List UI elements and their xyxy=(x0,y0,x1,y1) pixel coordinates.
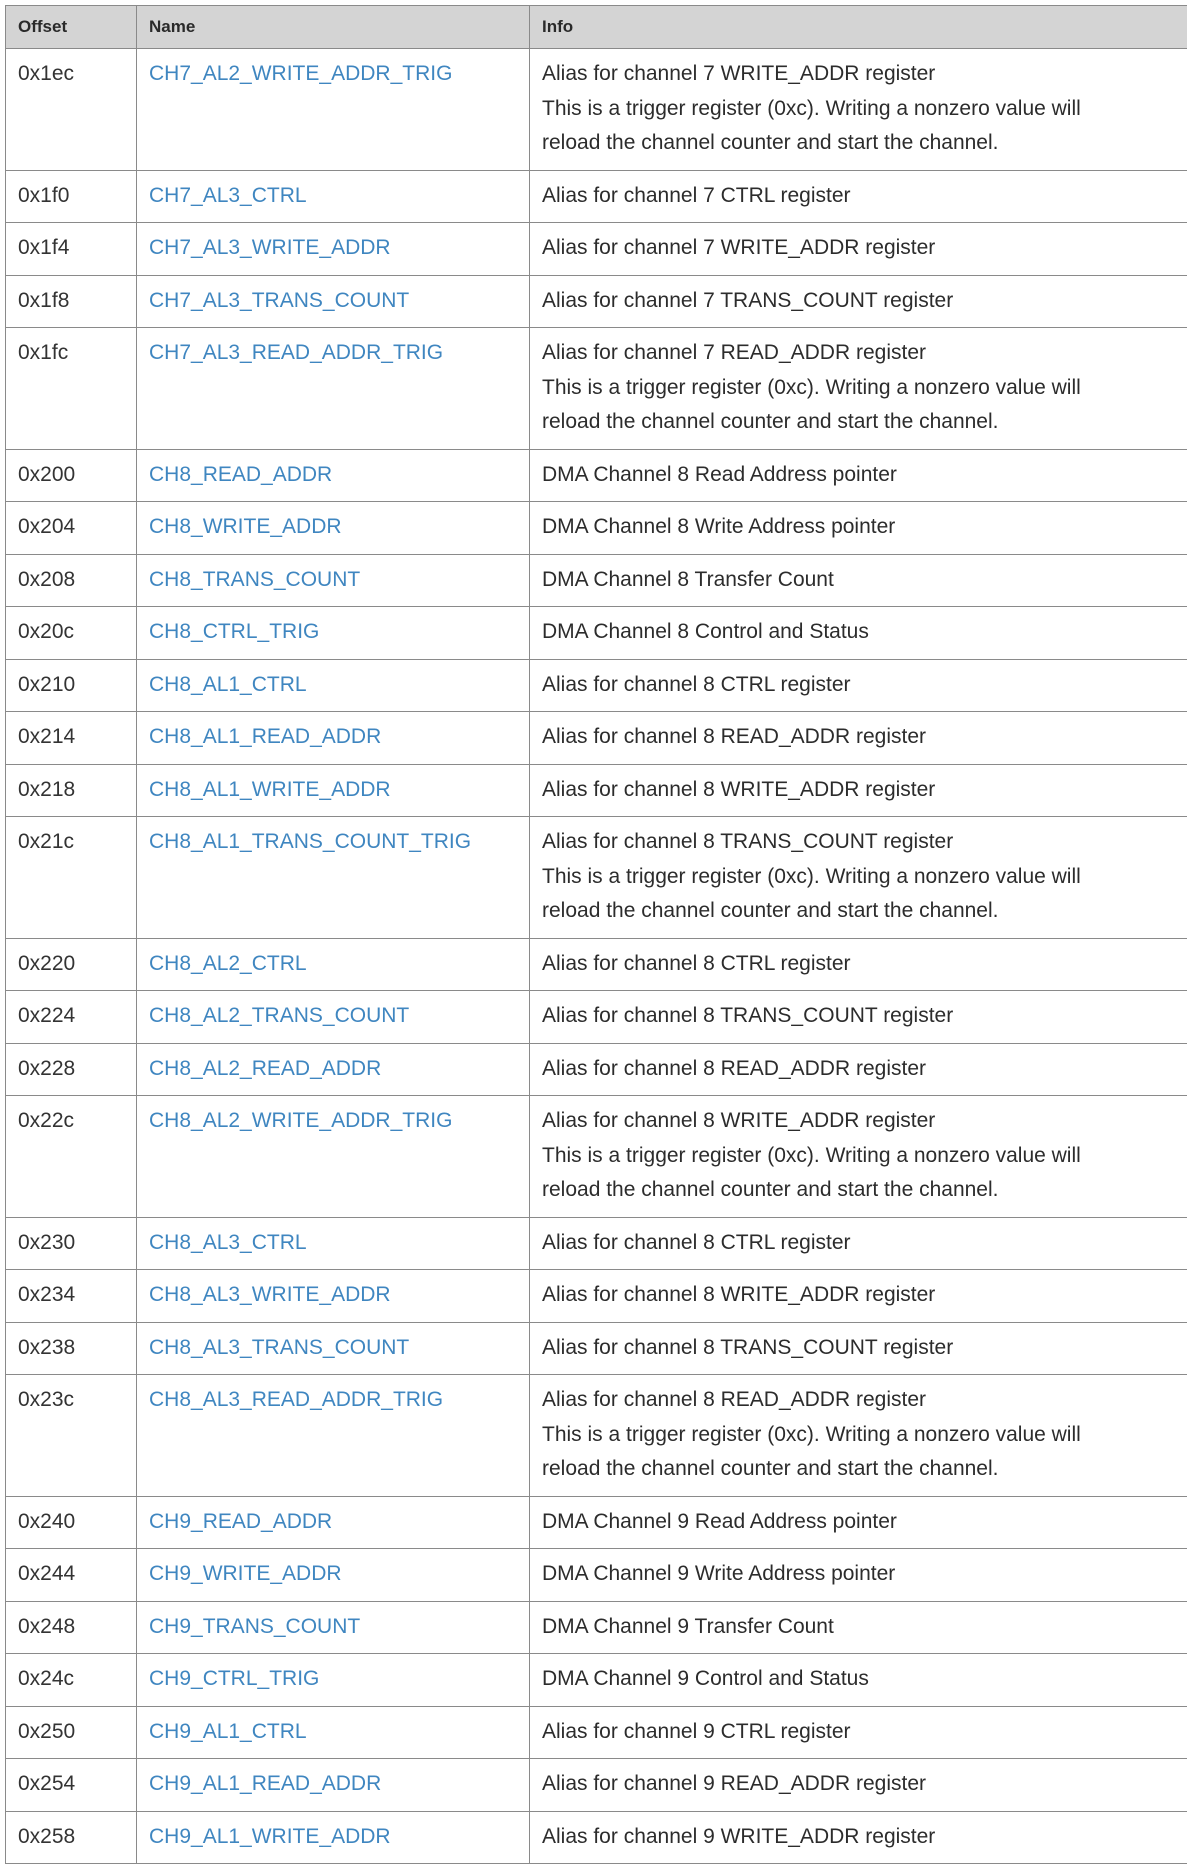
info-line: This is a trigger register (0xc). Writing a nonzero value will xyxy=(542,1418,1175,1453)
info-line: Alias for channel 9 CTRL register xyxy=(542,1715,1175,1750)
register-name-link[interactable]: CH9_AL1_READ_ADDR xyxy=(149,1772,381,1795)
name-cell xyxy=(137,1043,530,1096)
table-row xyxy=(6,1096,1187,1218)
register-name-link[interactable]: CH7_AL3_CTRL xyxy=(149,184,307,207)
info-cell xyxy=(530,1496,1187,1549)
register-name-link[interactable]: CH9_CTRL_TRIG xyxy=(149,1667,319,1690)
register-name-link[interactable]: CH9_READ_ADDR xyxy=(149,1510,332,1533)
info-cell xyxy=(530,607,1187,660)
offset-cell: 0x200 xyxy=(6,449,137,502)
name-cell xyxy=(137,1654,530,1707)
info-cell xyxy=(530,502,1187,555)
info-cell xyxy=(530,1601,1187,1654)
name-cell xyxy=(137,502,530,555)
info-line: Alias for channel 7 TRANS_COUNT register xyxy=(542,284,1175,319)
info-line: DMA Channel 9 Control and Status xyxy=(542,1662,1175,1697)
name-cell xyxy=(137,607,530,660)
register-name-link[interactable]: CH8_AL1_CTRL xyxy=(149,673,307,696)
register-name-link[interactable]: CH8_AL2_TRANS_COUNT xyxy=(149,1004,409,1027)
register-name-link[interactable]: CH8_AL3_READ_ADDR_TRIG xyxy=(149,1388,443,1411)
info-cell xyxy=(530,1759,1187,1812)
info-line: Alias for channel 8 CTRL register xyxy=(542,1226,1175,1261)
register-name-link[interactable]: CH7_AL2_WRITE_ADDR_TRIG xyxy=(149,62,452,85)
info-cell xyxy=(530,1654,1187,1707)
register-name-link[interactable]: CH8_AL1_WRITE_ADDR xyxy=(149,778,391,801)
offset-cell: 0x228 xyxy=(6,1043,137,1096)
register-name-link[interactable]: CH8_READ_ADDR xyxy=(149,463,332,486)
info-line: reload the channel counter and start the channel. xyxy=(542,1173,1175,1208)
info-line: reload the channel counter and start the channel. xyxy=(542,126,1175,161)
register-name-link[interactable]: CH8_AL3_WRITE_ADDR xyxy=(149,1283,391,1306)
register-name-link[interactable]: CH9_AL1_WRITE_ADDR xyxy=(149,1825,391,1848)
name-cell xyxy=(137,1217,530,1270)
offset-cell: 0x218 xyxy=(6,764,137,817)
offset-cell: 0x258 xyxy=(6,1811,137,1864)
info-line: DMA Channel 8 Transfer Count xyxy=(542,563,1175,598)
table-row xyxy=(6,991,1187,1044)
info-line: Alias for channel 8 WRITE_ADDR register xyxy=(542,1104,1175,1139)
info-cell xyxy=(530,938,1187,991)
offset-cell: 0x1f0 xyxy=(6,170,137,223)
table-row xyxy=(6,223,1187,276)
register-name-link[interactable]: CH8_AL3_TRANS_COUNT xyxy=(149,1336,409,1359)
register-name-link[interactable]: CH8_TRANS_COUNT xyxy=(149,568,360,591)
table-row xyxy=(6,712,1187,765)
offset-cell: 0x254 xyxy=(6,1759,137,1812)
info-line: Alias for channel 7 WRITE_ADDR register xyxy=(542,231,1175,266)
info-cell xyxy=(530,275,1187,328)
offset-cell: 0x214 xyxy=(6,712,137,765)
table-row xyxy=(6,170,1187,223)
table-row xyxy=(6,938,1187,991)
info-line: DMA Channel 9 Transfer Count xyxy=(542,1610,1175,1645)
register-name-link[interactable]: CH8_CTRL_TRIG xyxy=(149,620,319,643)
name-cell xyxy=(137,712,530,765)
name-cell xyxy=(137,1322,530,1375)
info-cell xyxy=(530,328,1187,450)
table-row xyxy=(6,1549,1187,1602)
table-row xyxy=(6,1217,1187,1270)
table-row xyxy=(6,449,1187,502)
info-cell xyxy=(530,1217,1187,1270)
register-name-link[interactable]: CH8_WRITE_ADDR xyxy=(149,515,342,538)
table-row xyxy=(6,1706,1187,1759)
name-cell xyxy=(137,1811,530,1864)
info-line: Alias for channel 9 READ_ADDR register xyxy=(542,1767,1175,1802)
offset-cell: 0x234 xyxy=(6,1270,137,1323)
name-cell xyxy=(137,554,530,607)
register-name-link[interactable]: CH8_AL2_CTRL xyxy=(149,952,307,975)
offset-cell: 0x1f8 xyxy=(6,275,137,328)
name-cell xyxy=(137,328,530,450)
register-name-link[interactable]: CH8_AL2_READ_ADDR xyxy=(149,1057,381,1080)
info-line: Alias for channel 7 WRITE_ADDR register xyxy=(542,57,1175,92)
info-cell xyxy=(530,1811,1187,1864)
name-cell xyxy=(137,275,530,328)
table-row xyxy=(6,1759,1187,1812)
info-cell xyxy=(530,712,1187,765)
register-name-link[interactable]: CH7_AL3_TRANS_COUNT xyxy=(149,289,409,312)
info-line: DMA Channel 9 Write Address pointer xyxy=(542,1557,1175,1592)
name-cell xyxy=(137,1706,530,1759)
offset-cell: 0x23c xyxy=(6,1375,137,1497)
name-cell xyxy=(137,1270,530,1323)
offset-cell: 0x240 xyxy=(6,1496,137,1549)
info-cell xyxy=(530,49,1187,171)
info-cell xyxy=(530,764,1187,817)
info-line: Alias for channel 7 READ_ADDR register xyxy=(542,336,1175,371)
info-line: Alias for channel 8 WRITE_ADDR register xyxy=(542,773,1175,808)
info-cell xyxy=(530,1375,1187,1497)
info-line: Alias for channel 8 WRITE_ADDR register xyxy=(542,1278,1175,1313)
offset-cell: 0x22c xyxy=(6,1096,137,1218)
register-name-link[interactable]: CH7_AL3_WRITE_ADDR xyxy=(149,236,391,259)
info-cell xyxy=(530,1270,1187,1323)
register-name-link[interactable]: CH8_AL3_CTRL xyxy=(149,1231,307,1254)
info-cell xyxy=(530,817,1187,939)
register-name-link[interactable]: CH9_TRANS_COUNT xyxy=(149,1615,360,1638)
name-cell xyxy=(137,1096,530,1218)
info-cell xyxy=(530,170,1187,223)
table-row xyxy=(6,1043,1187,1096)
table-row xyxy=(6,817,1187,939)
register-name-link[interactable]: CH9_WRITE_ADDR xyxy=(149,1562,342,1585)
info-line: reload the channel counter and start the channel. xyxy=(542,405,1175,440)
info-line: reload the channel counter and start the channel. xyxy=(542,1452,1175,1487)
name-cell xyxy=(137,659,530,712)
info-line: DMA Channel 9 Read Address pointer xyxy=(542,1505,1175,1540)
register-name-link[interactable]: CH8_AL1_READ_ADDR xyxy=(149,725,381,748)
info-line: Alias for channel 8 TRANS_COUNT register xyxy=(542,825,1175,860)
register-table xyxy=(5,5,1187,1864)
info-cell xyxy=(530,659,1187,712)
info-line: Alias for channel 8 READ_ADDR register xyxy=(542,1383,1175,1418)
register-name-link[interactable]: CH7_AL3_READ_ADDR_TRIG xyxy=(149,341,443,364)
offset-cell: 0x208 xyxy=(6,554,137,607)
name-cell xyxy=(137,49,530,171)
name-cell xyxy=(137,991,530,1044)
info-line: Alias for channel 8 TRANS_COUNT register xyxy=(542,1331,1175,1366)
info-line: This is a trigger register (0xc). Writing a nonzero value will xyxy=(542,92,1175,127)
info-cell xyxy=(530,449,1187,502)
header-row xyxy=(6,6,1187,49)
info-line: This is a trigger register (0xc). Writing a nonzero value will xyxy=(542,371,1175,406)
table-row xyxy=(6,607,1187,660)
table-row xyxy=(6,1601,1187,1654)
offset-cell: 0x248 xyxy=(6,1601,137,1654)
name-cell xyxy=(137,449,530,502)
name-cell xyxy=(137,1496,530,1549)
offset-cell: 0x210 xyxy=(6,659,137,712)
offset-cell: 0x250 xyxy=(6,1706,137,1759)
info-line: DMA Channel 8 Control and Status xyxy=(542,615,1175,650)
info-line: DMA Channel 8 Write Address pointer xyxy=(542,510,1175,545)
info-line: DMA Channel 8 Read Address pointer xyxy=(542,458,1175,493)
info-line: Alias for channel 7 CTRL register xyxy=(542,179,1175,214)
table-row xyxy=(6,328,1187,450)
table-row xyxy=(6,554,1187,607)
table-row xyxy=(6,502,1187,555)
offset-cell: 0x21c xyxy=(6,817,137,939)
info-cell xyxy=(530,1322,1187,1375)
name-cell xyxy=(137,1759,530,1812)
info-cell xyxy=(530,1096,1187,1218)
info-line: Alias for channel 8 TRANS_COUNT register xyxy=(542,999,1175,1034)
name-cell xyxy=(137,1375,530,1497)
name-cell xyxy=(137,817,530,939)
column-header-name: Name xyxy=(137,6,530,49)
table-row xyxy=(6,1811,1187,1864)
info-cell xyxy=(530,1706,1187,1759)
offset-cell: 0x1ec xyxy=(6,49,137,171)
table-row xyxy=(6,49,1187,171)
table-row xyxy=(6,1375,1187,1497)
offset-cell: 0x244 xyxy=(6,1549,137,1602)
table-header xyxy=(6,6,1187,49)
info-line: This is a trigger register (0xc). Writing a nonzero value will xyxy=(542,1139,1175,1174)
table-row xyxy=(6,1654,1187,1707)
name-cell xyxy=(137,938,530,991)
offset-cell: 0x204 xyxy=(6,502,137,555)
offset-cell: 0x1f4 xyxy=(6,223,137,276)
offset-cell: 0x24c xyxy=(6,1654,137,1707)
name-cell xyxy=(137,170,530,223)
info-cell xyxy=(530,223,1187,276)
table-row xyxy=(6,1322,1187,1375)
name-cell xyxy=(137,1549,530,1602)
info-cell xyxy=(530,1043,1187,1096)
info-line: Alias for channel 8 CTRL register xyxy=(542,947,1175,982)
offset-cell: 0x230 xyxy=(6,1217,137,1270)
table-body xyxy=(6,49,1187,1864)
name-cell xyxy=(137,764,530,817)
table-row xyxy=(6,275,1187,328)
column-header-info: Info xyxy=(530,6,1187,49)
info-cell xyxy=(530,1549,1187,1602)
table-row xyxy=(6,1270,1187,1323)
info-line: Alias for channel 9 WRITE_ADDR register xyxy=(542,1820,1175,1855)
info-cell xyxy=(530,991,1187,1044)
table-row xyxy=(6,659,1187,712)
offset-cell: 0x224 xyxy=(6,991,137,1044)
register-name-link[interactable]: CH9_AL1_CTRL xyxy=(149,1720,307,1743)
offset-cell: 0x20c xyxy=(6,607,137,660)
info-line: Alias for channel 8 READ_ADDR register xyxy=(542,1052,1175,1087)
name-cell xyxy=(137,223,530,276)
register-name-link[interactable]: CH8_AL1_TRANS_COUNT_TRIG xyxy=(149,830,471,853)
info-line: Alias for channel 8 READ_ADDR register xyxy=(542,720,1175,755)
info-line: reload the channel counter and start the channel. xyxy=(542,894,1175,929)
table-row xyxy=(6,764,1187,817)
table-row xyxy=(6,1496,1187,1549)
offset-cell: 0x1fc xyxy=(6,328,137,450)
info-cell xyxy=(530,554,1187,607)
register-name-link[interactable]: CH8_AL2_WRITE_ADDR_TRIG xyxy=(149,1109,452,1132)
info-line: Alias for channel 8 CTRL register xyxy=(542,668,1175,703)
offset-cell: 0x220 xyxy=(6,938,137,991)
offset-cell: 0x238 xyxy=(6,1322,137,1375)
info-line: This is a trigger register (0xc). Writing a nonzero value will xyxy=(542,860,1175,895)
column-header-offset: Offset xyxy=(6,6,137,49)
name-cell xyxy=(137,1601,530,1654)
